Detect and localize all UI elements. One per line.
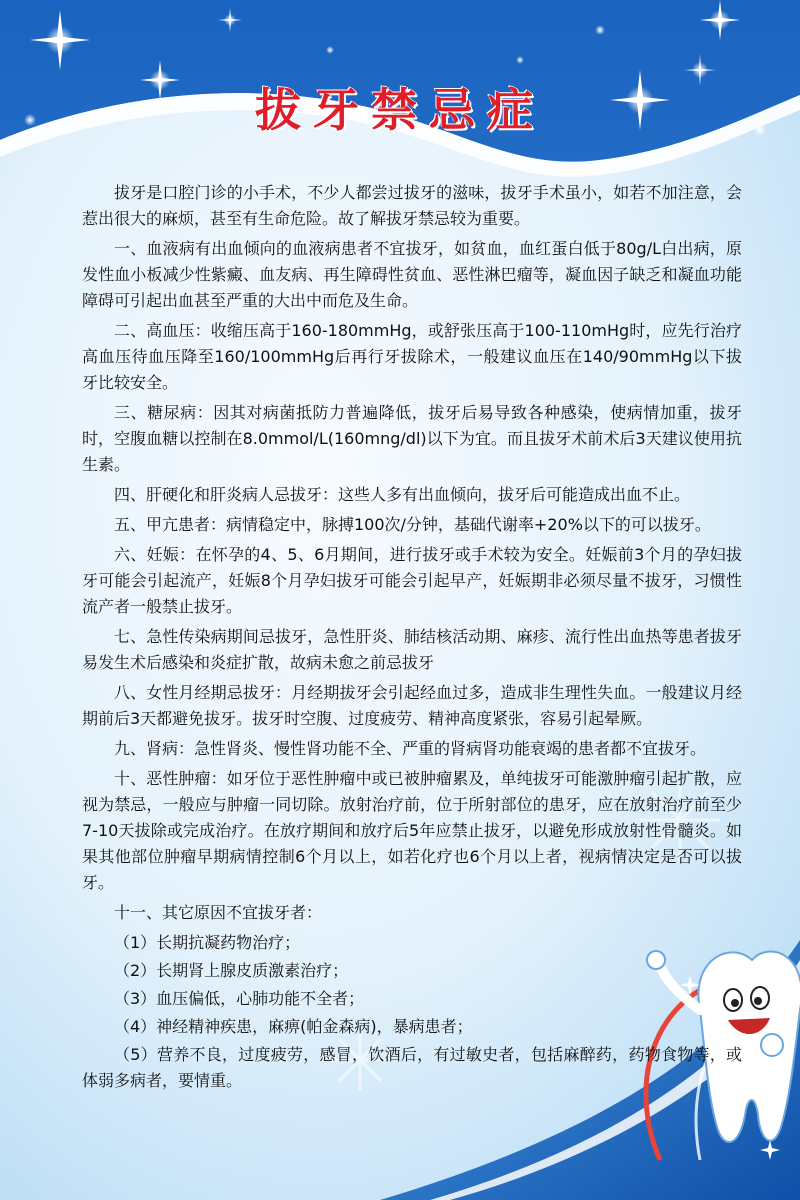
item-liver-disease: 四、肝硬化和肝炎病人忌拔牙：这些人多有出血倾向，拔牙后可能造成出血不止。 [114, 485, 691, 504]
sub-item-anticoagulant: （1）长期抗凝药物治疗； [114, 933, 301, 952]
sub-item-low-blood-pressure: （3）血压偏低，心肺功能不全者； [114, 989, 365, 1008]
item-infectious-disease: 七、急性传染病期间忌拔牙，急性肝炎、肺结核活动期、麻疹、流行性出血热等患者拔牙易发生术后感染和炎症扩散，故病未愈之前忌拔牙 [82, 627, 742, 672]
item-malignant-tumor: 十、恶性肿瘤：如牙位于恶性肿瘤中或已被肿瘤累及，单纯拔牙可能激肿瘤引起扩散，应视为禁忌，一般应与肿瘤一同切除。放射治疗前，位于所射部位的患牙，应在放射治疗前至少7-10天拔除或完成治疗。在放疗期间和放疗后5年应禁止拔牙，以避免形成放射性骨髓炎。如果其他部位肿瘤早期病情控制6个月以上，如若化疗也6个月以上者，视病情决定是否可以拔牙。 [82, 769, 742, 892]
sub-item-corticosteroid: （2）长期肾上腺皮质激素治疗； [114, 961, 349, 980]
item-menstruation: 八、女性月经期忌拔牙：月经期拔牙会引起经血过多，造成非生理性失血。一般建议月经期前后3天都避免拔牙。拔牙时空腹、过度疲劳、精神高度紧张，容易引起晕厥。 [82, 683, 742, 728]
item-blood-disease: 一、血液病有出血倾向的血液病患者不宜拔牙，如贫血，血红蛋白低于80g/L白出病，原发性血小板减少性紫癜、血友病、再生障碍性贫血、恶性淋巴瘤等，凝血因子缺乏和凝血功能障碍可引起出血甚至严重的大出中而危及生命。 [82, 239, 742, 310]
item-pregnancy: 六、妊娠：在怀孕的4、5、6月期间，进行拔牙或手术较为安全。妊娠前3个月的孕妇拔牙可能会引起流产，妊娠8个月孕妇拔牙可能会引起早产，妊娠期非必须尽量不拔牙，习惯性流产者一般禁止拔牙。 [82, 545, 742, 616]
poster-title: 拔牙禁忌症 [255, 83, 545, 137]
item-diabetes: 三、糖尿病：因其对病菌抵防力普遍降低，拔牙后易导致各种感染，使病情加重，拔牙时，空腹血糖以控制在8.0mmol/L(160mng/dl)以下为宜。而且拔牙术前术后3天建议使用抗生素。 [82, 403, 742, 474]
intro-paragraph: 拔牙是口腔门诊的小手术，不少人都尝过拔牙的滋味，拔牙手术虽小，如若不加注意，会惹出很大的麻烦，甚至有生命危险。故了解拔牙禁忌较为重要。 [82, 183, 742, 228]
item-hypertension: 二、高血压：收缩压高于160-180mmHg，或舒张压高于100-110mHg时，应先行治疗高血压待血压降至160/100mmHg后再行牙拔除术，一般建议血压在140/90mmHg以下拔牙比较安全。 [82, 321, 742, 392]
sub-item-neuropsychiatric: （4）神经精神疾患，麻痹(帕金森病)，暴病患者； [114, 1017, 473, 1036]
item-hyperthyroidism: 五、甲亢患者：病情稳定中，脉搏100次/分钟，基础代谢率+20%以下的可以拔牙。 [114, 515, 711, 534]
item-kidney-disease: 九、肾病：急性肾炎、慢性肾功能不全、严重的肾病肾功能衰竭的患者都不宜拔牙。 [114, 739, 707, 758]
item-other-reasons: 十一、其它原因不宜拔牙者： [114, 903, 323, 922]
poster-body [82, 180, 742, 1096]
sub-item-malnutrition: （5）营养不良，过度疲劳，感冒，饮酒后，有过敏史者，包括麻醉药，药物食物等，或体弱多病者，要情重。 [82, 1045, 742, 1090]
